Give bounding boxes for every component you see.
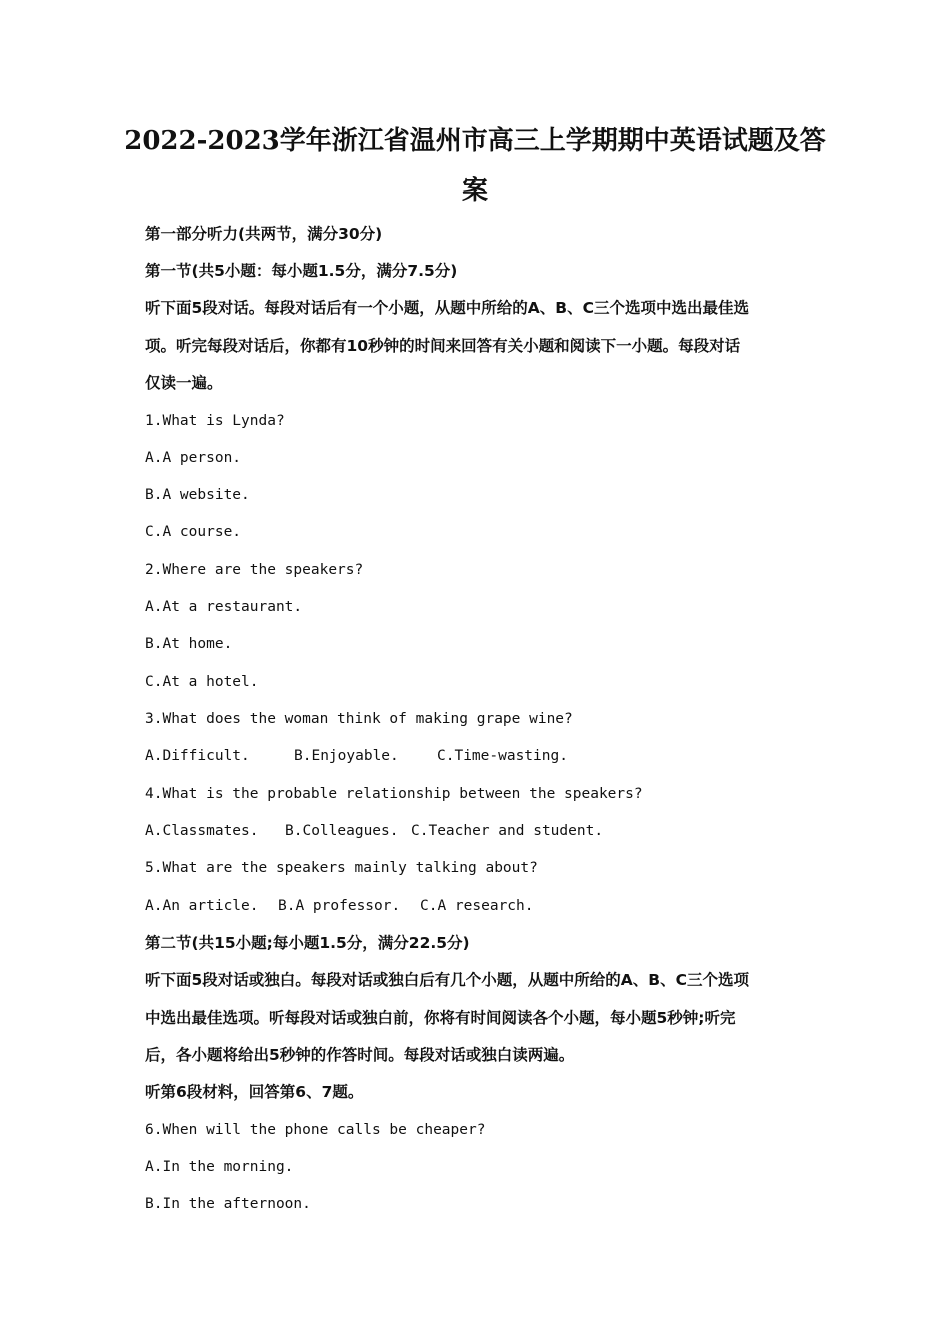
question-1-option-c: C.A course.: [145, 524, 242, 540]
document-title-line-1: 2022-2023学年浙江省温州市高三上学期期中英语试题及答: [124, 126, 826, 156]
question-4-option-a: A.Classmates.: [145, 823, 259, 839]
question-6-option-b: B.In the afternoon.: [145, 1196, 311, 1212]
question-5-option-c: C.A research.: [420, 898, 534, 914]
question-4-stem: 4.What is the probable relationship between the speakers?: [145, 786, 643, 802]
question-5-option-b: B.A professor.: [278, 898, 401, 914]
question-2-option-a: A.At a restaurant.: [145, 599, 303, 615]
question-2-option-c: C.At a hotel.: [145, 674, 259, 690]
question-5-options: [145, 895, 825, 917]
question-1-option-a: A.A person.: [145, 450, 242, 466]
question-5-option-a: A.An article.: [145, 898, 259, 914]
question-3-option-b: B.Enjoyable.: [294, 748, 399, 764]
section1-heading: 第一节(共5小题：每小题1.5分，满分7.5分): [145, 262, 458, 280]
part1-heading: 第一部分听力(共两节，满分30分): [145, 225, 383, 243]
question-6-option-a: A.In the morning.: [145, 1159, 294, 1175]
question-6-stem: 6.When will the phone calls be cheaper?: [145, 1122, 486, 1138]
section2-instructions-line-2: 中选出最佳选项。听每段对话或独白前，你将有时间阅读各个小题，每小题5秒钟;听完: [145, 1009, 736, 1027]
question-2-stem: 2.Where are the speakers?: [145, 562, 364, 578]
section2-instructions-line-1: 听下面5段对话或独白。每段对话或独白后有几个小题，从题中所给的A、B、C三个选项: [145, 971, 749, 989]
question-2-option-b: B.At home.: [145, 636, 233, 652]
question-3-stem: 3.What does the woman think of making grape wine?: [145, 711, 573, 727]
section2-heading: 第二节(共15小题;每小题1.5分，满分22.5分): [145, 934, 470, 952]
question-3-options: [145, 745, 825, 767]
question-3-option-a: A.Difficult.: [145, 748, 250, 764]
section2-instructions-line-3: 后，各小题将给出5秒钟的作答时间。每段对话或独白读两遍。: [145, 1046, 575, 1064]
section1-instructions-line-2: 项。听完每段对话后，你都有10秒钟的时间来回答有关小题和阅读下一小题。每段对话: [145, 337, 741, 355]
section1-instructions-line-3: 仅读一遍。: [145, 374, 223, 392]
question-4-option-c: C.Teacher and student.: [411, 823, 604, 839]
document-title-line-2: 案: [461, 176, 488, 206]
question-3-option-c: C.Time-wasting.: [437, 748, 568, 764]
section1-instructions-line-1: 听下面5段对话。每段对话后有一个小题，从题中所给的A、B、C三个选项中选出最佳选: [145, 299, 749, 317]
question-1-option-b: B.A website.: [145, 487, 250, 503]
question-5-stem: 5.What are the speakers mainly talking about?: [145, 860, 538, 876]
material-6-note: 听第6段材料，回答第6、7题。: [145, 1083, 364, 1101]
question-4-options: [145, 820, 825, 842]
question-4-option-b: B.Colleagues.: [285, 823, 399, 839]
question-1-stem: 1.What is Lynda?: [145, 413, 285, 429]
